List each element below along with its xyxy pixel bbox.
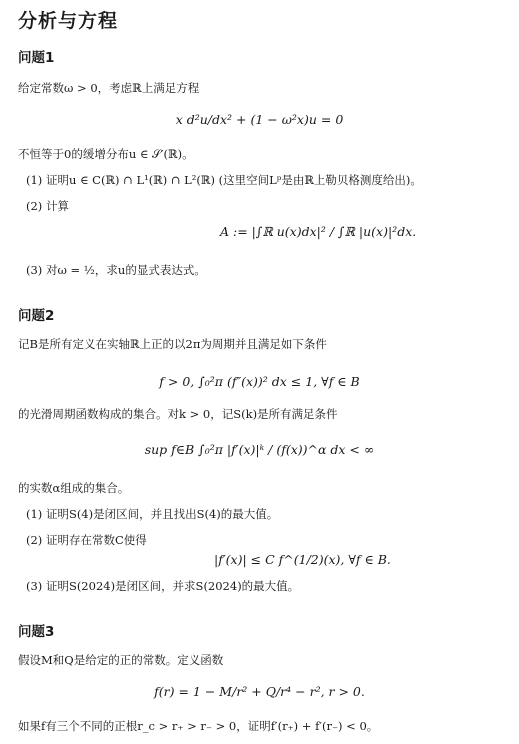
problem-2-after: 的实数α组成的集合。 <box>18 481 130 495</box>
problem-1-formula-a: A := |∫ℝ u(x)dx|² / ∫ℝ |u(x)|²dx. <box>220 224 417 239</box>
problem-1-equation: x d²u/dx² + (1 − ω²x)u = 0 <box>175 112 344 127</box>
problem-2-condition: f > 0, ∫₀²π (f″(x))² dx ≤ 1, ∀f ∈ B <box>159 374 360 389</box>
problem-1-heading: 问题1 <box>18 50 55 66</box>
problem-2-inequality: |f′(x)| ≤ C f^(1/2)(x), ∀f ∈ B. <box>214 552 391 567</box>
problem-1-item-2: (2) 计算 <box>26 199 69 213</box>
problem-2-item-1: (1) 证明S(4)是闭区间，并且找出S(4)的最大值。 <box>26 507 279 521</box>
problem-1-intro: 给定常数ω > 0，考虑ℝ上满足方程 <box>18 81 200 95</box>
problem-2-item-2: (2) 证明存在常数C使得 <box>26 533 147 547</box>
problem-3-intro: 假设M和Q是给定的正的常数。定义函数 <box>18 653 224 667</box>
problem-3-function: f(r) = 1 − M/r² + Q/r⁴ − r², r > 0. <box>154 684 365 699</box>
problem-3-last: 如果f有三个不同的正根r_c > r₊ > r₋ > 0，证明f′(r₊) + f′(r₋) < 0。 <box>18 719 379 733</box>
page-title: 分析与方程 <box>18 10 119 32</box>
problem-2-middle: 的光滑周期函数构成的集合。对k > 0，记S(k)是所有满足条件 <box>18 407 338 421</box>
problem-1-item-1: (1) 证明u ∈ C(ℝ) ∩ L¹(ℝ) ∩ L²(ℝ) (这里空间Lᵖ是由ℝ上勒贝格测度给出)。 <box>26 173 422 187</box>
problem-1-after: 不恒等于0的缓增分布u ∈ 𝒮′(ℝ)。 <box>18 147 194 161</box>
problem-2-intro: 记B是所有定义在实轴ℝ上正的以2π为周期并且满足如下条件 <box>18 337 327 351</box>
problem-2-item-3: (3) 证明S(2024)是闭区间，并求S(2024)的最大值。 <box>26 579 300 593</box>
problem-1-item-3: (3) 对ω = ½，求u的显式表达式。 <box>26 263 206 277</box>
problem-2-heading: 问题2 <box>18 308 55 324</box>
problem-2-sup-condition: sup f∈B ∫₀²π |f′(x)|ᵏ / (f(x))^α dx < ∞ <box>144 442 375 457</box>
problem-3-heading: 问题3 <box>18 624 55 640</box>
